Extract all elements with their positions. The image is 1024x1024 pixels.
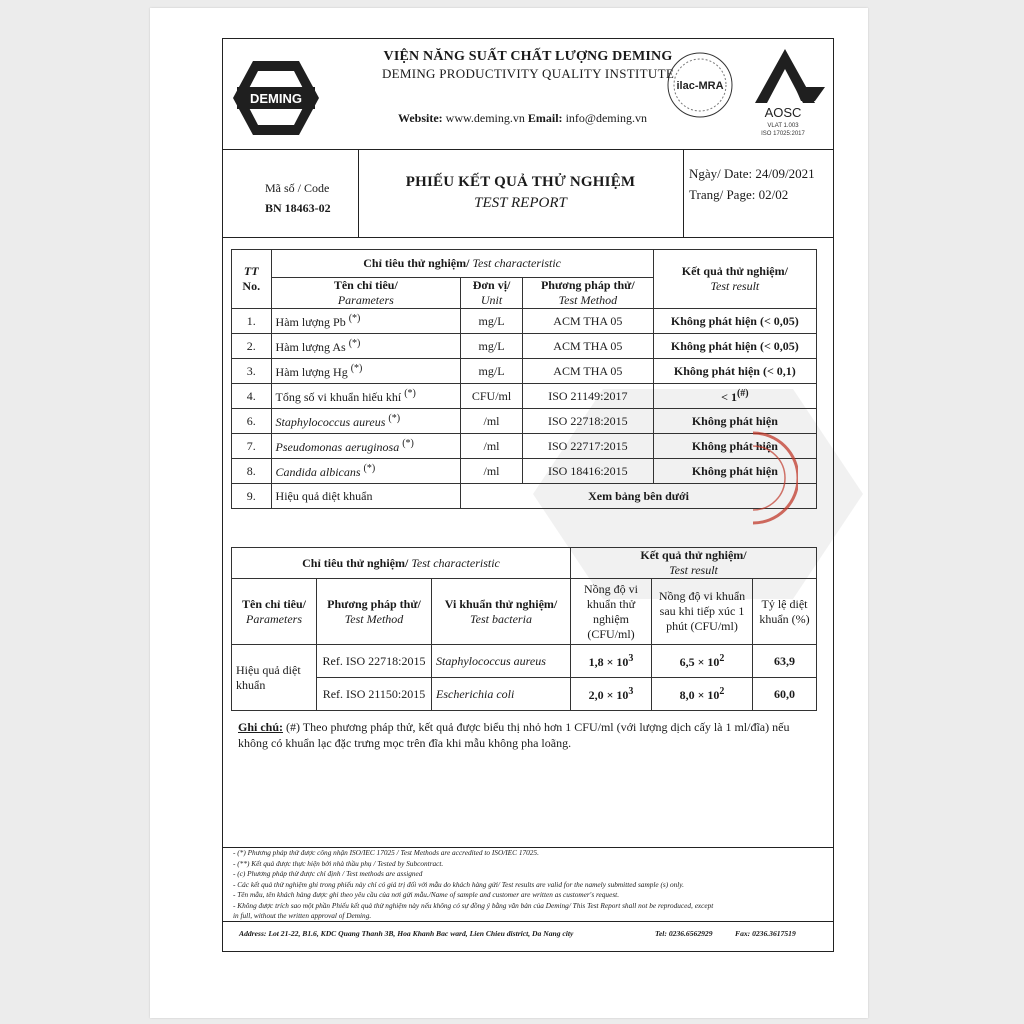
report-frame [222,38,834,952]
code-label: Mã số / Code [265,181,330,195]
note-text: (#) Theo phương pháp thử, kết quả được biểu thị nhỏ hơn 1 CFU/ml (với lượng dịch cấy là 1 ml/đĩa) nếu không có khuẩn lạc đặc trưng mọc trên đĩa khi mẫu không pha loãng. [238,720,790,750]
table-row: 8. Candida albicans (*) /ml ISO 18416:2015 Không phát hiện [232,459,817,484]
fax-text: Fax: 0236.3617519 [735,929,796,938]
aosc-text: AOSC [764,105,802,120]
result-header-2: Kết quả thử nghiệm/ Test result [571,548,817,579]
results-table [231,249,817,509]
tel-text: Tel: 0236.6562929 [655,929,713,938]
param-header: Tên chỉ tiêu/ Parameters [271,278,461,309]
report-page: Trang/ Page: 02/02 [689,187,789,202]
rate-header: Tỷ lệ diệt khuẩn (%) [753,579,817,645]
result-header: Kết quả thử nghiệm/ Test result [653,250,816,309]
footer-line: - Tên mẫu, tên khách hàng được ghi theo yêu cầu của nơi gửi mẫu./Name of sample and customer are written as customer's request. [233,890,620,899]
footer-line: in full, without the written approval of Deming. [233,911,372,920]
conc-before-header: Nồng độ vi khuẩn thử nghiệm (CFU/ml) [571,579,652,645]
email-link[interactable]: info@deming.vn [565,111,647,125]
footer-notes [223,847,833,922]
code-title-bar [223,149,833,238]
param-cell: Hiệu quả diệt khuẩn [232,645,317,711]
logo-text: DEMING [250,91,302,106]
footer-line: - Không được trích sao một phần Phiếu kết quả thử nghiệm này nếu không có sự đồng ý bằng văn bản của Deming/ This Test Report shall not be reproduced, except [233,900,714,910]
note-block [238,719,818,751]
char-header: Chỉ tiêu thử nghiệm/ Test characteristic [271,250,653,278]
table-row: 6. Staphylococcus aureus (*) /ml ISO 22718:2015 Không phát hiện [232,409,817,434]
institute-header [223,39,833,150]
char-header-2: Chỉ tiêu thử nghiệm/ Test characteristic [232,548,571,579]
conc-after-header: Nồng độ vi khuẩn sau khi tiếp xúc 1 phút (CFU/ml) [652,579,753,645]
email-label: Email: [527,111,563,125]
aosc-logo [743,45,827,139]
bacteria-header: Vi khuẩn thử nghiệm/ Test bacteria [432,579,571,645]
ilac-text: ilac-MRA [676,80,724,92]
footer-line: - (**) Kết quả được thực hiện bởi nhà thầu phụ / Tested by Subcontract. [233,858,444,868]
table-row: 4. Tổng số vi khuẩn hiếu khí (*) CFU/ml ISO 21149:2017 < 1(#) [232,384,817,409]
table-row: 3. Hàm lượng Hg (*) mg/L ACM THA 05 Không phát hiện (< 0,1) [232,359,817,384]
method-header-2: Phương pháp thử/ Test Method [317,579,432,645]
vlat-text: VLAT 1.003 [767,123,799,129]
ilac-mra-logo [665,49,735,121]
iso-text: ISO 17025:2017 [761,131,805,137]
website-label: Website: [398,111,443,125]
code-value: BN 18463-02 [265,201,331,215]
param-header-2: Tên chỉ tiêu/ Parameters [232,579,317,645]
table-row: Ref. ISO 21150:2015 Escherichia coli $2,0 \times 10^3$ $8,0 \times 10^2$ 60,0 [232,678,817,711]
table-row: 1. Hàm lượng Pb (*) mg/L ACM THA 05 Không phát hiện (< 0,05) [232,309,817,334]
footer-line: - Các kết quả thử nghiệm ghi trong phiếu này chỉ có giá trị đối với mẫu do khách hàng gửi/ Test results are valid for the namely submitted sample (s) only. [233,879,684,889]
unit-header: Đơn vị/ Unit [461,278,523,309]
address-bar [223,921,833,950]
website-link[interactable]: www.deming.vn [445,111,525,125]
table-row: 2. Hàm lượng As (*) mg/L ACM THA 05 Không phát hiện (< 0,05) [232,334,817,359]
code-cell [223,149,359,237]
table-row: Hiệu quả diệt khuẩn Ref. ISO 22718:2015 Staphylococcus aureus $1,8 \times 10^3$ $6,5 \times 10^2$ 63,9 [232,645,817,678]
report-title-vi: PHIẾU KẾT QUẢ THỬ NGHIỆM [405,174,636,190]
contact-line [398,111,647,126]
red-stamp [748,428,798,528]
footer-line: - (*) Phương pháp thử được công nhận ISO/IEC 17025 / Test Methods are accredited to ISO/IEC 17025. [233,848,539,857]
table-row: 7. Pseudomonas aeruginosa (*) /ml ISO 22717:2015 Không phát hiện [232,434,817,459]
footer-line: - (c) Phương pháp thử được chỉ định / Test methods are assigned [233,869,423,878]
antibacterial-table [231,547,817,711]
table-row: 9. Hiệu quả diệt khuẩn Xem bảng bên dưới [232,484,817,509]
method-header: Phương pháp thử/ Test Method [522,278,653,309]
col-no-header: TT No. [232,250,272,309]
report-date: Ngày/ Date: 24/09/2021 [689,166,815,181]
note-label: Ghi chú: [238,720,284,734]
institute-name-en: DEMING PRODUCTIVITY QUALITY INSTITUTE [381,66,675,81]
institute-name-vi: VIỆN NĂNG SUẤT CHẤT LƯỢNG DEMING [383,49,673,64]
address-text: Address: Lot 21-22, B1.6, KDC Quang Thanh 3B, Hoa Khanh Bac ward, Lien Chieu district, Da Nang city [239,929,574,938]
report-title-en: TEST REPORT [474,195,567,211]
